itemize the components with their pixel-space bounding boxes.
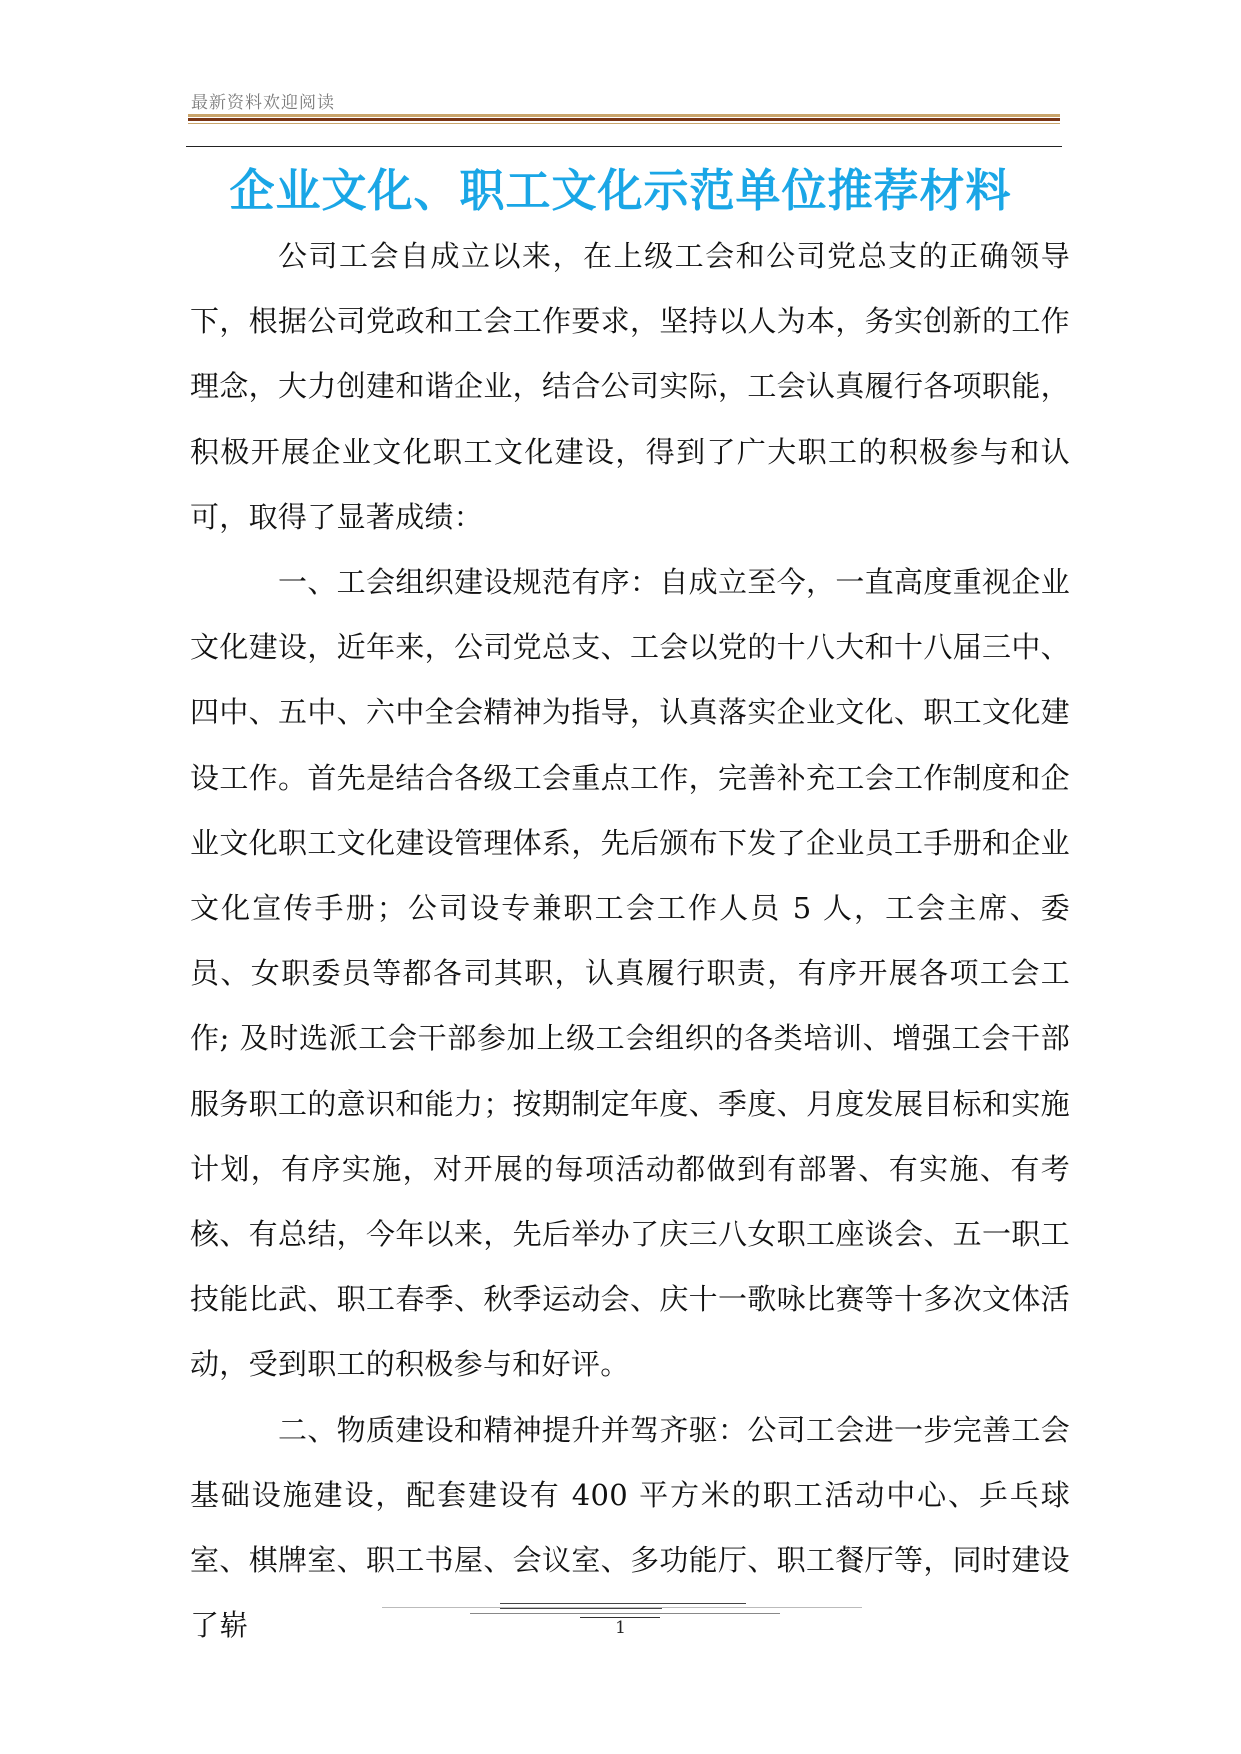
header-caption: 最新资料欢迎阅读: [191, 93, 335, 113]
page-number: 1: [615, 1618, 626, 1638]
paragraph-intro: 公司工会自成立以来，在上级工会和公司党总支的正确领导下，根据公司党政和工会工作要求，坚持以人为本，务实创新的工作理念，大力创建和谐企业，结合公司实际，工会认真履行各项职能，积极开展企业文化职工文化建设，得到了广大职工的积极参与和认可，取得了显著成绩：: [190, 239, 1070, 534]
document-body: [190, 224, 1070, 1658]
paragraph-section-1: 一、工会组织建设规范有序：自成立至今，一直高度重视企业文化建设，近年来，公司党总支、工会以党的十八大和十八届三中、四中、五中、六中全会精神为指导，认真落实企业文化、职工文化建设工作。首先是结合各级工会重点工作，完善补充工会工作制度和企业文化职工文化建设管理体系，先后颁布下发了企业员工手册和企业文化宣传手册；公司设专兼职工会工作人员 5 人，工会主席、委员、女职委员等都各司其职，认真履行职责，有序开展各项工会工作; 及时选派工会干部参加上级工会组织的各类培训、增强工会干部服务职工的意识和能力；按期制定年度、季度、月度发展目标和实施计划，有序实施，对开展的每项活动都做到有部署、有实施、有考核、有总结，今年以来，先后举办了庆三八女职工座谈会、五一职工技能比武、职工春季、秋季运动会、庆十一歌咏比赛等十多次文体活动，受到职工的积极参与和好评。: [190, 565, 1070, 1382]
header-rule-thick: [188, 118, 1060, 121]
footer-rule: [500, 1608, 662, 1609]
footer-rule: [470, 1613, 780, 1614]
document-title: 企业文化、职工文化示范单位推荐材料: [229, 164, 1012, 217]
header-rule-top: [188, 114, 1060, 117]
footer-rule: [382, 1607, 862, 1608]
footer-rule: [500, 1603, 746, 1604]
header-rule-bottom: [186, 146, 1062, 147]
header-rule-thin: [188, 123, 1060, 124]
paragraph-section-2: 二、物质建设和精神提升并驾齐驱：公司工会进一步完善工会基础设施建设，配套建设有 400 平方米的职工活动中心、乒乓球室、棋牌室、职工书屋、会议室、多功能厅、职工餐厅等，同时建设了崭: [190, 1412, 1070, 1643]
